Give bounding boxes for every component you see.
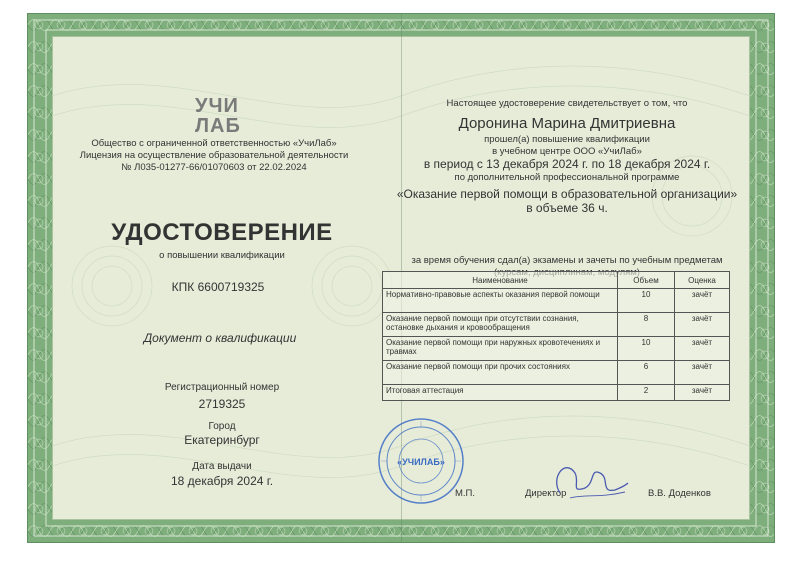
program-intro-line: по дополнительной профессиональной программе xyxy=(454,172,680,183)
column-header-name: Наименование xyxy=(383,272,618,289)
subject-name: Нормативно-правовые аспекты оказания первой помощи xyxy=(383,289,618,313)
director-name: В.В. Доденков xyxy=(648,488,711,499)
document-type: Документ о квалификации xyxy=(143,331,297,345)
issue-date: 18 декабря 2024 г. xyxy=(170,474,274,488)
logo-bottom: ЛАБ xyxy=(195,115,241,137)
subject-volume: 10 xyxy=(618,337,675,361)
director-label: Директор xyxy=(525,488,567,499)
subject-name: Оказание первой помощи при прочих состояниях xyxy=(383,361,618,385)
table-row xyxy=(383,289,730,313)
issue-date-label: Дата выдачи xyxy=(192,461,252,472)
table-row xyxy=(383,385,730,401)
column-header-volume: Объем xyxy=(618,272,675,289)
grades-table xyxy=(382,271,730,401)
license-line: Лицензия на осуществление образовательной деятельности xyxy=(79,150,349,161)
table-row xyxy=(383,337,730,361)
program-volume: в объеме 36 ч. xyxy=(526,201,608,215)
intro-text: Настоящее удостоверение свидетельствует о том, что xyxy=(446,98,688,109)
subject-volume: 8 xyxy=(618,313,675,337)
subject-name: Итоговая аттестация xyxy=(383,385,618,401)
stamp-text: «УЧИЛАБ» xyxy=(397,457,445,467)
recipient-name: Доронина Марина Дмитриевна xyxy=(458,115,676,132)
city-label: Город xyxy=(208,421,236,432)
training-center-line: в учебном центре ООО «УчиЛаб» xyxy=(492,146,642,157)
subject-volume: 10 xyxy=(618,289,675,313)
organization-stamp xyxy=(376,416,466,506)
org-name: Общество с ограниченной ответственностью «УчиЛаб» xyxy=(91,138,337,149)
subject-grade: зачёт xyxy=(675,313,730,337)
grades-header-row xyxy=(383,272,730,289)
subject-volume: 2 xyxy=(618,385,675,401)
license-number: № Л035-01277-66/01070603 от 22.02.2024 xyxy=(121,162,307,173)
subject-grade: зачёт xyxy=(675,385,730,401)
subject-grade: зачёт xyxy=(675,337,730,361)
column-header-grade: Оценка xyxy=(675,272,730,289)
table-row xyxy=(383,361,730,385)
qualification-line: прошел(а) повышение квалификации xyxy=(484,134,650,145)
program-name: «Оказание первой помощи в образовательной организации» xyxy=(396,187,738,201)
subject-grade: зачёт xyxy=(675,361,730,385)
series-number: КПК 6600719325 xyxy=(171,280,265,294)
director-signature xyxy=(540,448,630,508)
subject-volume: 6 xyxy=(618,361,675,385)
subject-name: Оказание первой помощи при наружных кровотечениях и травмах xyxy=(383,337,618,361)
subject-grade: зачёт xyxy=(675,289,730,313)
mp-label: М.П. xyxy=(455,488,476,499)
subject-name: Оказание первой помощи при отсутствии сознания, остановке дыхания и кровообращения xyxy=(383,313,618,337)
exams-line-1: за время обучения сдал(а) экзамены и зачеты по учебным предметам xyxy=(411,255,723,266)
reg-number-label: Регистрационный номер xyxy=(164,382,280,393)
certificate-title: УДОСТОВЕРЕНИЕ xyxy=(111,219,333,246)
city-value: Екатеринбург xyxy=(184,433,260,447)
certificate-subtitle: о повышении квалификации xyxy=(159,250,285,261)
logo-top: УЧИ xyxy=(195,95,239,117)
period-line: в период с 13 декабря 2024 г. по 18 декабря 2024 г. xyxy=(423,157,711,171)
table-row xyxy=(383,313,730,337)
reg-number: 2719325 xyxy=(198,397,246,411)
